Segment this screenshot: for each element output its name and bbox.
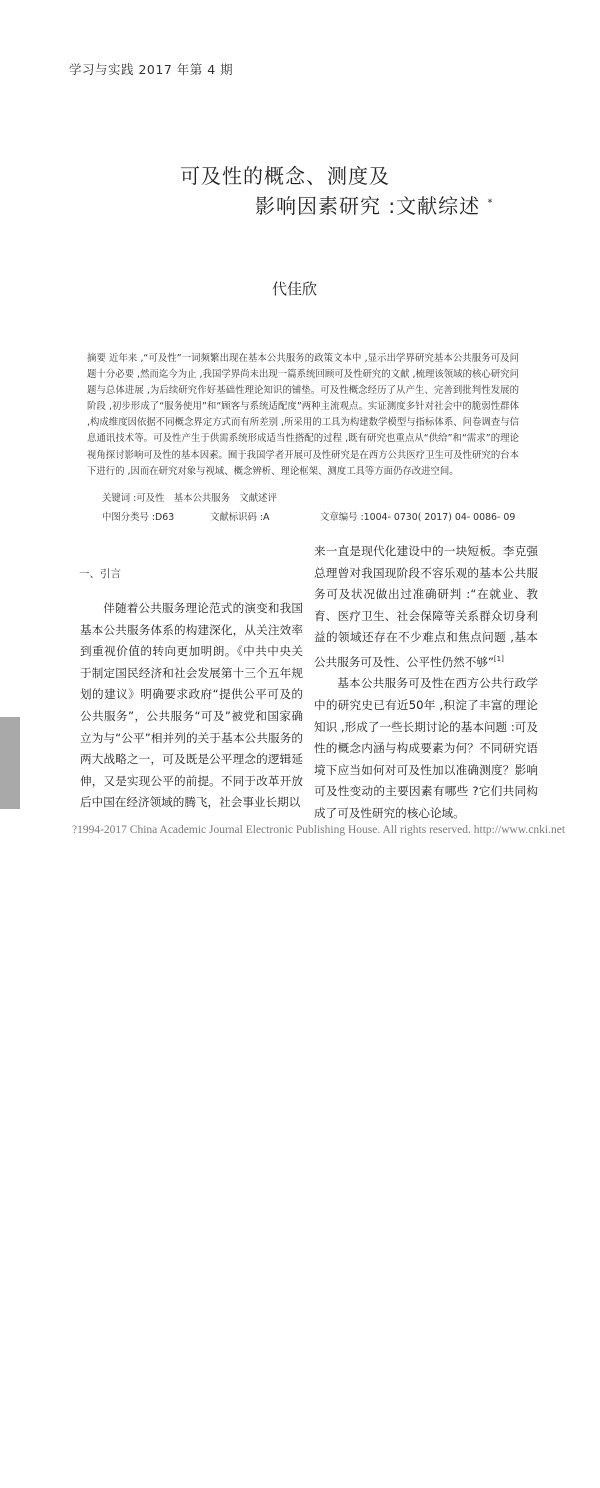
paragraph-continued: 来一直是现代化建设中的一块短板。李克强总理曾对我国现阶段不容乐观的基本公共服务可及状况做出过准确研判 :“在就业、教育、医疗卫生、社会保障等关系群众切身利益的领域还存在不少难点和焦点问题 ,基本公共服务可及性、公平性仍然不够”[1] [314,544,538,669]
intro-paragraph: 伴随着公共服务理论范式的演变和我国基本公共服务体系的构建深化，从关注效率到重视价值的转向更加明朗。《中共中央关于制定国民经济和社会发展第十三个五年规划的建议》明确要求政府“提供公平可及的公共服务”，公共服务“可及”被党和国家确立为与“公平”相并列的关于基本公共服务的两大战略之一，可及既是公平理念的逻辑延伸，又是实现公平的前提。不同于改革开放后中国在经济领域的腾飞，社会事业长期以 [80,601,303,810]
page-number: 86 [5,1473,15,1485]
classification-number: 中图分类号 :D63 [102,512,175,523]
right-column [314,541,538,825]
abstract: 摘要 近年来 ,“可及性”一词频繁出现在基本公共服务的政策文本中 ,显示出学界研究基本公共服务可及问题十分必要 ,然而迄今为止 ,我国学界尚未出现一篇系统回顾可及性研究的文献 ,梳理该领域的核心研究问题与总体进展 ,为后续研究作好基础性理论知识的铺垫。可及性概念经历了从产生、完善到批判性发展的阶段 ,初步形成了“服务使用”和“顾客与系统适配度”两种主流观点。实证测度多针对社会中的脆弱性群体 ,构成维度因依据不同概念界定方式而有所差别 ,所采用的工具为构建数学模型与指标体系、问卷调查与信息通讯技术等。可及性产生于供需系统形成适当性搭配的过程 ,既有研究也重点从“供给”和“需求”的理论视角探讨影响可及性的基本因素。囿于我国学者开展可及性研究是在西方公共医疗卫生可及性研究的台本下进行的 ,因而在研究对象与视域、概念辨析、理论框架、测度工具等方面仍存改进空间。 [87,353,519,477]
section-heading: 一、引言 [79,568,121,580]
citation-ref: [1] [493,654,504,663]
left-column [80,598,303,814]
document-code: 文献标识码 :A [210,512,270,523]
author-name: 代佳欣 [272,280,318,298]
article-title-line-1: 可及性的概念、测度及 [180,164,390,188]
copyright-footer: ?1994-2017 China Academic Journal Electronic Publishing House. All rights reserved. http://www.cnki.net [72,824,566,836]
title-footnote-mark: * [487,197,494,209]
paragraph-research-history: 基本公共服务可及性在西方公共行政学中的研究史已有近50年 ,积淀了丰富的理论知识 ,形成了一些长期讨论的基本问题 :可及性的概念内涵与构成要素为何？不同研究语境下应当如何对可及性加以准确测度？影响可及性变动的主要因素有哪些 ?它们共同构成了可及性研究的核心论域。 [314,676,538,820]
page-side-tab [0,717,20,1485]
journal-issue: 学习与实践 2017 年第 4 期 [69,62,234,77]
article-title-line-2: 影响因素研究 :文献综述 * [255,194,494,218]
keywords: 关键词 :可及性 基本公共服务 文献述评 [102,493,277,504]
article-number: 文章编号 :1004- 0730( 2017) 04- 0086- 09 [320,512,516,523]
